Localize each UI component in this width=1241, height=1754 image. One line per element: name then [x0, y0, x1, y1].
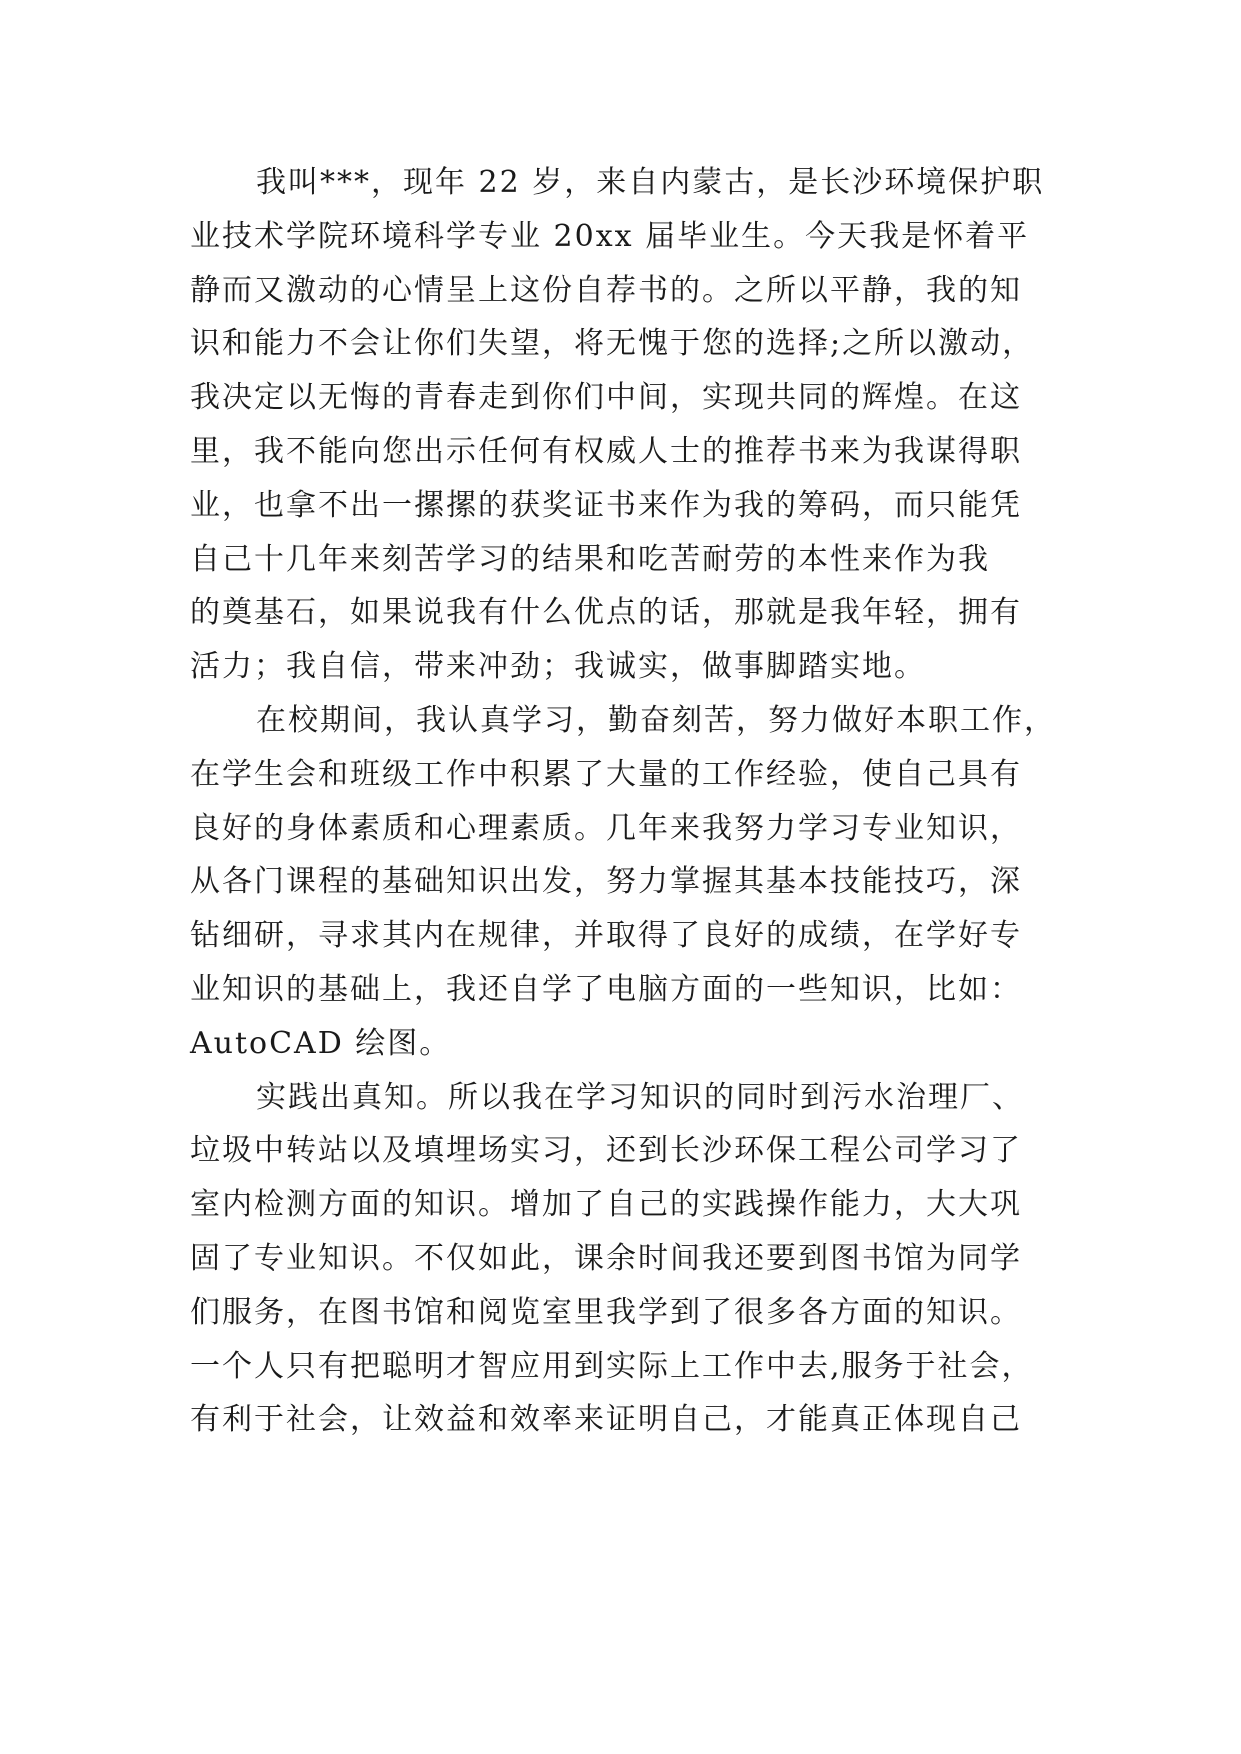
text-line: 有利于社会，让效益和效率来证明自己，才能真正体现自己	[190, 1402, 1022, 1438]
text-line: 我决定以无悔的青春走到你们中间，实现共同的辉煌。在这	[190, 380, 1022, 416]
text-line: 我叫***，现年 22 岁，来自内蒙古，是长沙环境保护职	[256, 165, 1045, 200]
text-line: 的奠基石，如果说我有什么优点的话，那就是我年轻，拥有	[190, 595, 1022, 631]
text-line: 业技术学院环境科学专业 20xx 届毕业生。今天我是怀着平	[190, 218, 1030, 254]
text-line: AutoCAD 绘图。	[190, 1025, 452, 1061]
text-line: 实践出真知。所以我在学习知识的同时到污水治理厂、	[256, 1079, 1024, 1115]
text-line: 业，也拿不出一摞摞的获奖证书来作为我的筹码，而只能凭	[190, 487, 1022, 523]
paragraph-school-period	[190, 694, 1056, 1071]
text-line: 从各门课程的基础知识出发，努力掌握其基本技能技巧，深	[190, 864, 1022, 900]
paragraph-practice	[190, 1071, 1050, 1448]
text-line: 在校期间，我认真学习，勤奋刻苦，努力做好本职工作，	[256, 702, 1056, 738]
text-line: 识和能力不会让你们失望，将无愧于您的选择;之所以激动，	[190, 326, 1035, 362]
text-line: 室内检测方面的知识。增加了自己的实践操作能力，大大巩	[190, 1187, 1022, 1223]
text-line: 们服务，在图书馆和阅览室里我学到了很多各方面的知识。	[190, 1294, 1022, 1330]
paragraph-introduction	[190, 156, 1050, 694]
text-line: 钻细研，寻求其内在规律，并取得了良好的成绩，在学好专	[190, 918, 1022, 954]
text-line: 在学生会和班级工作中积累了大量的工作经验，使自己具有	[190, 756, 1022, 792]
text-line: 活力；我自信，带来冲劲；我诚实，做事脚踏实地。	[190, 649, 926, 685]
text-line: 业知识的基础上，我还自学了电脑方面的一些知识，比如：	[190, 971, 1022, 1007]
text-line: 垃圾中转站以及填埋场实习，还到长沙环保工程公司学习了	[190, 1133, 1022, 1169]
text-line: 里，我不能向您出示任何有权威人士的推荐书来为我谋得职	[190, 433, 1022, 469]
text-line: 良好的身体素质和心理素质。几年来我努力学习专业知识，	[190, 810, 1022, 846]
text-line: 一个人只有把聪明才智应用到实际上工作中去,服务于社会，	[190, 1348, 1034, 1384]
text-line: 自己十几年来刻苦学习的结果和吃苦耐劳的本性来作为我	[190, 541, 990, 577]
document-body	[190, 156, 1056, 1447]
text-line: 静而又激动的心情呈上这份自荐书的。之所以平静，我的知	[190, 272, 1022, 308]
text-line: 固了专业知识。不仅如此，课余时间我还要到图书馆为同学	[190, 1240, 1022, 1276]
